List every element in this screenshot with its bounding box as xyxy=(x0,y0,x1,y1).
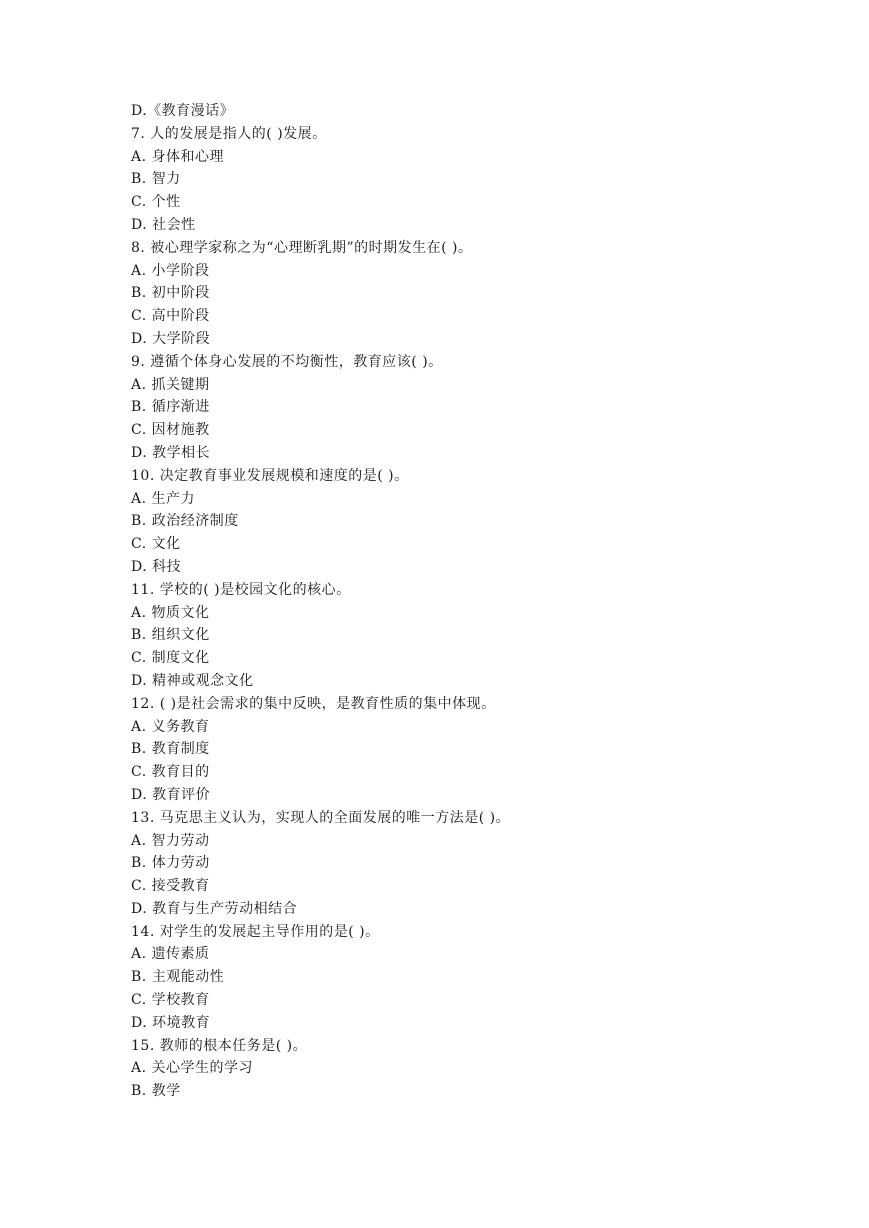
question-line: 13. 马克思主义认为，实现人的全面发展的唯一方法是( )。 xyxy=(131,809,511,826)
option-line: D. 环境教育 xyxy=(131,1014,211,1031)
option-line: C. 接受教育 xyxy=(131,878,210,895)
option-line: D. 大学阶段 xyxy=(131,330,211,347)
option-line: A. 抓关键期 xyxy=(131,376,210,393)
option-line: C. 个性 xyxy=(131,194,181,211)
question-line: 11. 学校的( )是校园文化的核心。 xyxy=(131,581,351,598)
question-line: 12. ( )是社会需求的集中反映，是教育性质的集中体现。 xyxy=(131,695,496,712)
option-line: C. 高中阶段 xyxy=(131,308,210,325)
option-line: C. 学校教育 xyxy=(131,992,210,1009)
option-line: A. 关心学生的学习 xyxy=(131,1060,254,1077)
option-line: D. 科技 xyxy=(131,558,182,575)
option-line: C. 教育目的 xyxy=(131,764,210,781)
option-line: B. 初中阶段 xyxy=(131,285,210,302)
question-line: 14. 对学生的发展起主导作用的是( )。 xyxy=(131,923,380,940)
option-line: D. 教育与生产劳动相结合 xyxy=(131,900,298,917)
option-line: D. 教学相长 xyxy=(131,444,211,461)
option-line: B. 主观能动性 xyxy=(131,969,225,986)
option-line: D. 精神或观念文化 xyxy=(131,672,254,689)
option-line: A. 物质文化 xyxy=(131,604,210,621)
option-line: B. 体力劳动 xyxy=(131,855,210,872)
option-line: B. 智力 xyxy=(131,171,181,188)
question-line: 7. 人的发展是指人的( )发展。 xyxy=(131,125,327,142)
option-line: B. 组织文化 xyxy=(131,627,210,644)
question-line: 8. 被心理学家称之为“心理断乳期”的时期发生在( )。 xyxy=(131,239,473,256)
option-line: B. 教育制度 xyxy=(131,741,210,758)
question-line: 15. 教师的根本任务是( )。 xyxy=(131,1037,308,1054)
option-line: A. 义务教育 xyxy=(131,718,210,735)
option-line: C. 因材施教 xyxy=(131,422,210,439)
option-line: B. 教学 xyxy=(131,1083,181,1100)
option-line: A. 身体和心理 xyxy=(131,148,225,165)
option-line: B. 循序渐进 xyxy=(131,399,210,416)
option-line: B. 政治经济制度 xyxy=(131,513,239,530)
question-line: 10. 决定教育事业发展规模和速度的是( )。 xyxy=(131,467,409,484)
option-line: C. 文化 xyxy=(131,536,181,553)
document-page xyxy=(131,100,831,1103)
option-line: D. 教育评价 xyxy=(131,786,211,803)
option-line: A. 小学阶段 xyxy=(131,262,210,279)
question-line: 9. 遵循个体身心发展的不均衡性，教育应该( )。 xyxy=(131,353,443,370)
option-line: D.《教育漫话》 xyxy=(131,103,235,119)
option-line: C. 制度文化 xyxy=(131,650,210,667)
option-line: A. 生产力 xyxy=(131,490,196,507)
option-line: D. 社会性 xyxy=(131,216,196,233)
option-line: A. 遗传素质 xyxy=(131,946,210,963)
option-line: A. 智力劳动 xyxy=(131,832,210,849)
